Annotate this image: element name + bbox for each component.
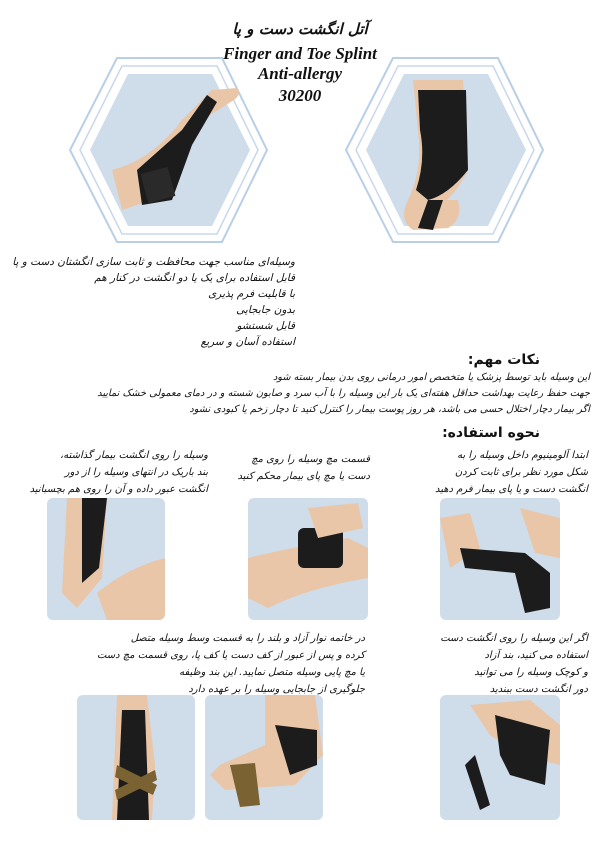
step-5-text: در خاتمه نوار آزاد و بلند را به قسمت وسط وسیله متصل کرده و پس از عبور از کف دست یا کف پا، روی قسمت مچ دست یا مچ پایی وسیله متصل نمایید. این بند وظیفه جلوگیری از جابجایی وسیله را بر عهده دارد — [96, 633, 365, 695]
note-item: این وسیله باید توسط پزشک یا متخصص امور درمانی روی بدن بیمار بسته شود — [272, 372, 590, 383]
notes-heading: نکات مهم: — [467, 352, 540, 368]
subtitle: Anti-allergy — [257, 64, 343, 83]
feature-item: بدون جابجایی — [236, 304, 295, 316]
step-4-text: اگر این وسیله را روی انگشت دست استفاده می کنید، بند آزاد و کوچک وسیله را می توانید دور انگشت دست ببندید — [440, 633, 588, 695]
step-2-photo — [248, 498, 368, 620]
hero-foot-splint-image — [338, 50, 548, 250]
step-2-text: قسمت مچ وسیله را روی مچ دست یا مچ پای بیمار محکم کنید — [237, 454, 370, 482]
model-number: 30200 — [278, 86, 322, 105]
step-1-photo — [440, 498, 560, 620]
step-4-photo — [440, 695, 560, 820]
step-5-foot-photo — [205, 695, 323, 820]
feature-item: وسیله‌ای مناسب جهت محافظت و ثابت سازی انگشتان دست و پا — [12, 256, 295, 268]
features-list — [5, 254, 295, 350]
step-3-photo — [47, 498, 165, 620]
title-english: Finger and Toe Splint — [223, 44, 377, 63]
hero-hand-splint-image — [62, 50, 272, 250]
notes-list — [10, 370, 590, 418]
feature-item: قابل شستشو — [236, 320, 295, 332]
feature-item: قابل استفاده برای یک یا دو انگشت در کنار هم — [94, 272, 295, 284]
note-item: اگر بیمار دچار اختلال حسی می باشد، هر روز پوست بیمار را کنترل کنید تا دچار زخم یا کبودی نشود — [189, 404, 590, 415]
feature-item: با قابلیت فرم پذیری — [208, 288, 295, 300]
step-1-text: ابتدا آلومینیوم داخل وسیله را به شکل مورد نظر برای ثابت کردن انگشت دست و یا پای بیمار فرم دهید — [435, 450, 588, 495]
usage-heading: نحوه استفاده: — [442, 425, 540, 441]
title-persian: آتل انگشت دست و پا — [232, 20, 368, 38]
feature-item: استفاده آسان و سریع — [200, 336, 295, 348]
step-5-hand-photo — [77, 695, 195, 820]
step-3-text: وسیله را روی انگشت بیمار گذاشته، بند باریک در انتهای وسیله را از دور انگشت عبور داده و آن را روی هم بچسبانید — [29, 450, 208, 495]
note-item: جهت حفظ رعایت بهداشت حداقل هفته‌ای یک بار این وسیله را با آب سرد و صابون شسته و در دمای معمولی خشک نمایید — [97, 388, 590, 399]
